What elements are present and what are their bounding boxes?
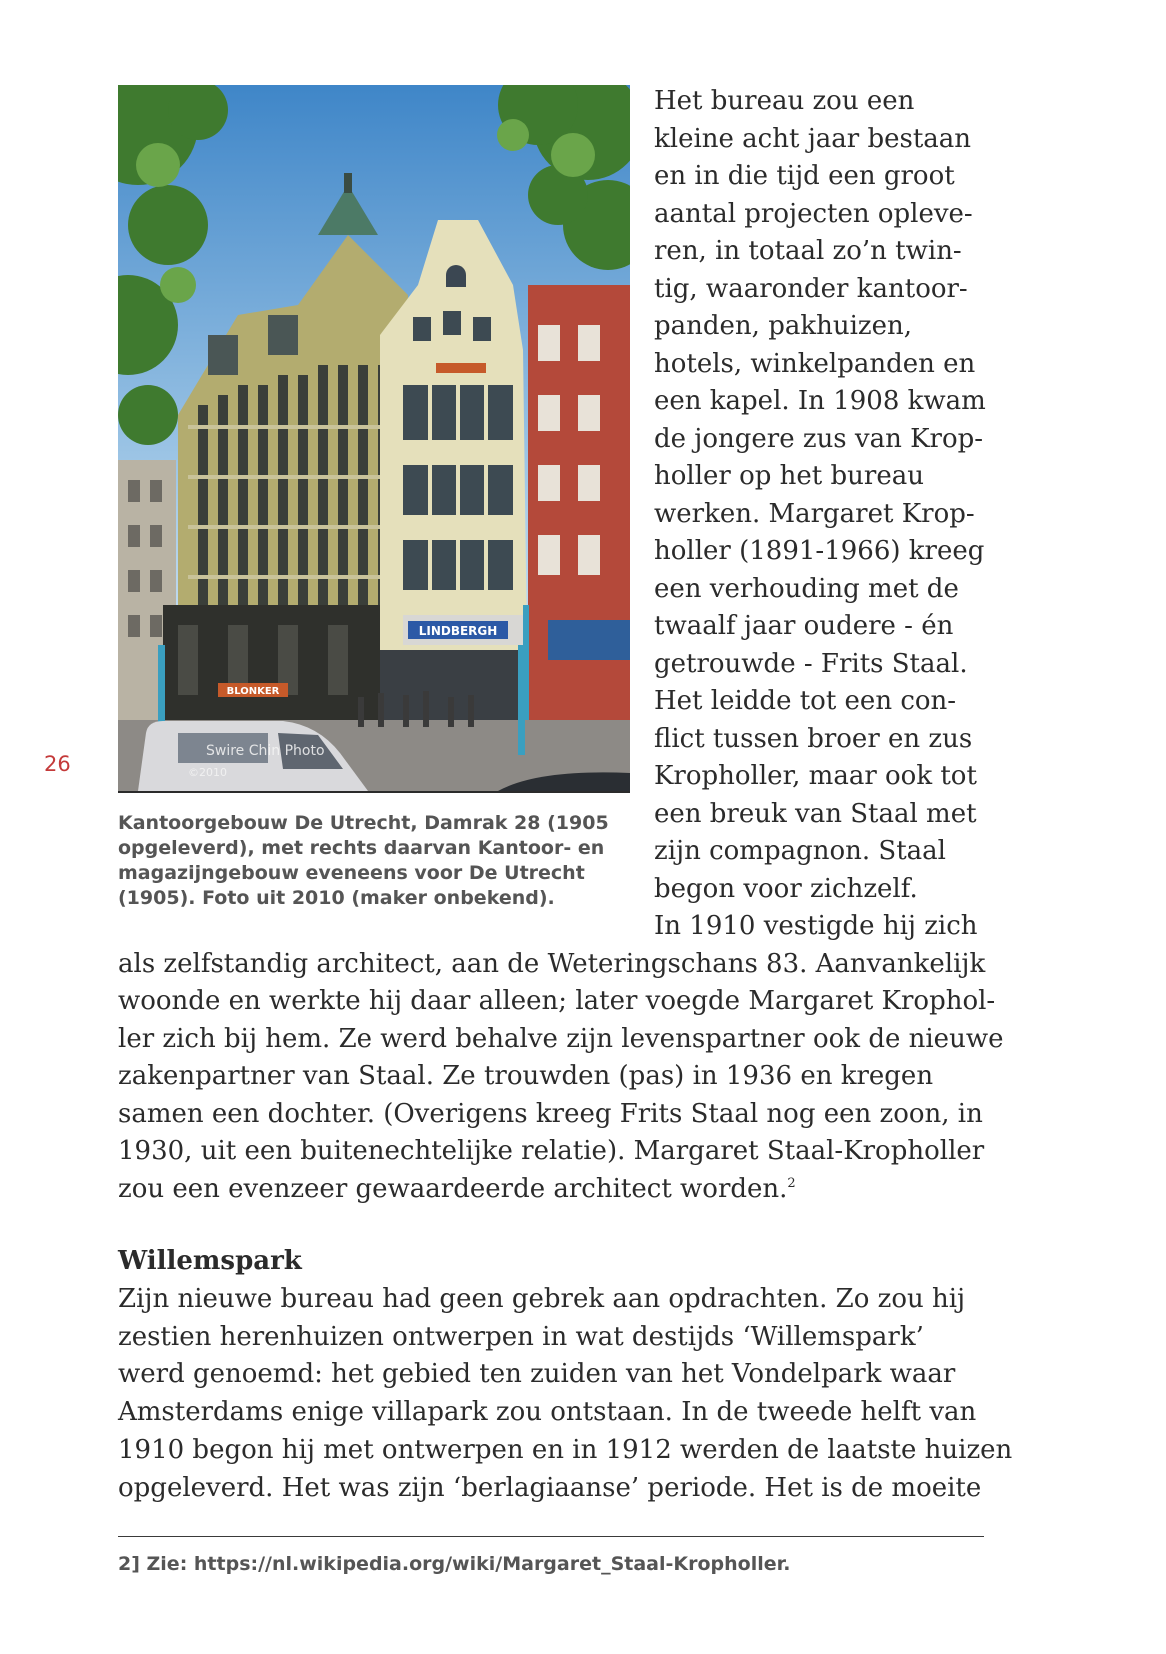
photo-caption: Kantoorgebouw De Utrecht, Damrak 28 (1905 opgeleverd), met rechts daarvan Kantoor- en magazijngebouw eveneens voor De Utrecht (1905). Foto uit 2010 (maker onbekend).: [118, 812, 609, 909]
shop-sign-right: LINDBERGH: [418, 624, 498, 638]
text-line: als zelfstandig architect, aan de Weteringschans 83. Aanvankelijk: [118, 948, 986, 979]
footnote: 2] Zie: https://nl.wikipedia.org/wiki/Margaret_Staal-Kropholler.: [118, 1553, 791, 1575]
text-line: en in die tijd een groot: [654, 161, 955, 191]
text-line: Kropholler, maar ook tot: [654, 761, 977, 791]
text-line: panden, pakhuizen,: [654, 311, 912, 341]
text-line: holler op het bureau: [654, 461, 924, 491]
page-number: 26: [44, 752, 71, 776]
text-line: holler (1891-1966) kreeg: [654, 536, 985, 566]
text-line: twaalf jaar oudere - én: [654, 611, 954, 641]
text-line-last: [118, 1171, 1000, 1209]
text-line: Het bureau zou een: [654, 86, 915, 116]
text-line: hotels, winkelpanden en: [654, 348, 976, 379]
text-line: werken. Margaret Krop-: [654, 498, 975, 529]
text-line: ren, in totaal zo’n twin-: [654, 236, 962, 266]
text-line: Amsterdams enige villapark zou ontstaan. In de tweede helft van: [118, 1397, 977, 1428]
footnote-divider: [118, 1536, 984, 1537]
text-line: zestien herenhuizen ontwerpen in wat destijds ‘Willemspark’: [118, 1321, 924, 1352]
watermark-year: ©2010: [188, 766, 227, 779]
text-line: samen een dochter. (Overigens kreeg Frits Staal nog een zoon, in: [118, 1098, 983, 1129]
watermark-text: Swire Chin Photo: [206, 743, 325, 759]
text-line: Zijn nieuwe bureau had geen gebrek aan opdrachten. Zo zou hij: [118, 1284, 966, 1314]
text-line: een kapel. In 1908 kwam: [654, 386, 986, 416]
text-line: getrouwde - Frits Staal.: [654, 648, 968, 679]
text-line: een breuk van Staal met: [654, 798, 977, 829]
text-line: 1930, uit een buitenechtelijke relatie). Margaret Staal-Kropholler: [118, 1136, 985, 1166]
text-line: kleine acht jaar bestaan: [654, 123, 972, 154]
footnote-reference: 2: [787, 1175, 796, 1191]
text-line: begon voor zichzelf.: [654, 873, 918, 904]
section-heading: Willemspark: [118, 1246, 302, 1276]
text-line: zou een evenzeer gewaardeerde architect worden.: [118, 1173, 788, 1204]
text-line: zijn compagnon. Staal: [654, 836, 946, 866]
text-line: tig, waaronder kantoor-: [654, 273, 968, 304]
text-line: ler zich bij hem. Ze werd behalve zijn levenspartner ook de nieuwe: [118, 1023, 1004, 1054]
paragraph-1: [118, 83, 1004, 1208]
text-line: zakenpartner van Staal. Ze trouwden (pas) in 1936 en kregen: [118, 1061, 934, 1091]
text-line: 1910 begon hij met ontwerpen en in 1912 werden de laatste huizen: [118, 1434, 1013, 1465]
text-line: werd genoemd: het gebied ten zuiden van het Vondelpark waar: [118, 1359, 956, 1390]
text-line: een verhouding met de: [654, 573, 959, 604]
text-line: aantal projecten opleve-: [654, 198, 973, 229]
text-line: flict tussen broer en zus: [654, 723, 973, 754]
shop-sign-left: BLONKER: [226, 686, 280, 697]
text-line: opgeleverd. Het was zijn ‘berlagiaanse’ periode. Het is de moeite: [118, 1472, 982, 1503]
text-line: Het leidde tot een con-: [654, 686, 957, 716]
text-line: woonde en werkte hij daar alleen; later voegde Margaret Krophol-: [118, 986, 996, 1016]
text-line: In 1910 vestigde hij zich: [654, 911, 978, 941]
text-line: de jongere zus van Krop-: [654, 423, 984, 454]
paragraph-2: [118, 1281, 1013, 1507]
